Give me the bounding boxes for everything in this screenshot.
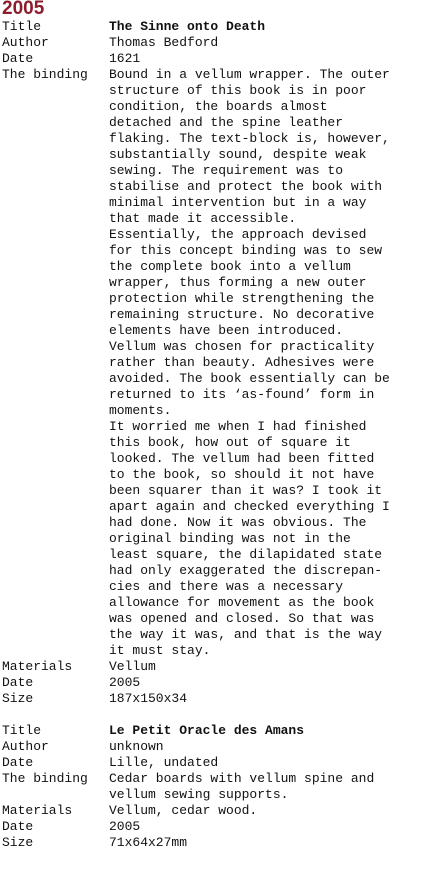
- catalogue-page: [2, 0, 432, 851]
- author-row: [2, 739, 432, 755]
- binding-row: [2, 771, 432, 803]
- title-label: Title: [2, 723, 42, 738]
- date-label: Date: [2, 51, 34, 66]
- date-bound: 2005: [109, 819, 141, 834]
- book-date: Lille, undated: [109, 755, 219, 770]
- book-author: Thomas Bedford: [109, 35, 219, 50]
- book-size: 187x150x34: [109, 691, 188, 706]
- date-bound-label: Date: [2, 675, 34, 690]
- year-heading: 2005: [2, 0, 45, 19]
- author-label: Author: [2, 739, 49, 754]
- binding-label: The binding: [2, 771, 88, 786]
- date-bound-row: [2, 819, 432, 835]
- title-row: [2, 723, 432, 739]
- book-materials: Vellum: [109, 659, 156, 674]
- book-materials: Vellum, cedar wood.: [109, 803, 258, 818]
- author-label: Author: [2, 35, 49, 50]
- size-row: [2, 691, 432, 707]
- entry-spacer: [2, 707, 432, 723]
- date-label: Date: [2, 755, 34, 770]
- date-bound-label: Date: [2, 819, 34, 834]
- binding-row: [2, 67, 432, 659]
- size-label: Size: [2, 691, 34, 706]
- materials-label: Materials: [2, 659, 73, 674]
- date-row: [2, 51, 432, 67]
- book-entry-1: [2, 19, 432, 707]
- book-date: 1621: [109, 51, 141, 66]
- size-row: [2, 835, 432, 851]
- binding-description: Cedar boards with vellum spine and vellum sewing supports.: [109, 771, 375, 802]
- book-title: Le Petit Oracle des Amans: [109, 723, 305, 738]
- book-author: unknown: [109, 739, 164, 754]
- date-row: [2, 755, 432, 771]
- author-row: [2, 35, 432, 51]
- binding-label: The binding: [2, 67, 88, 82]
- book-title: The Sinne onto Death: [109, 19, 266, 34]
- size-label: Size: [2, 835, 34, 850]
- binding-description: Bound in a vellum wrapper. The outer structure of this book is in poor condition, the boards almost detached and the spine leather flaking. The text-block is, however, substantially sound, despite weak sewing. The requirement was to stabilise and protect the book with minimal intervention but in a way that made it accessible. Essentially, the approach devised for this concept binding was to sew the complete book into a vellum wrapper, thus forming a new outer protection while strengthening the remaining structure. No decorative elements have been introduced. Vellum was chosen for practicality rather than beauty. Adhesives were avoided. The book essentially can be returned to its ‘as-found’ form in moments. It worried me when I had finished this book, how out of square it looked. The vellum had been fitted to the book, so should it not have been squarer than it was? I took it apart again and checked everything I had done. Now it was obvious. The original binding was not in the least square, the dilapidated state had only exaggerated the discrepan- cies and there was a necessary allowance for movement as the book was opened and closed. So that was the way it was, and that is the way it must stay.: [109, 67, 390, 658]
- title-row: [2, 19, 432, 35]
- book-size: 71x64x27mm: [109, 835, 188, 850]
- title-label: Title: [2, 19, 42, 34]
- date-bound-row: [2, 675, 432, 691]
- date-bound: 2005: [109, 675, 141, 690]
- materials-label: Materials: [2, 803, 73, 818]
- book-entry-2: [2, 723, 432, 851]
- materials-row: [2, 803, 432, 819]
- materials-row: [2, 659, 432, 675]
